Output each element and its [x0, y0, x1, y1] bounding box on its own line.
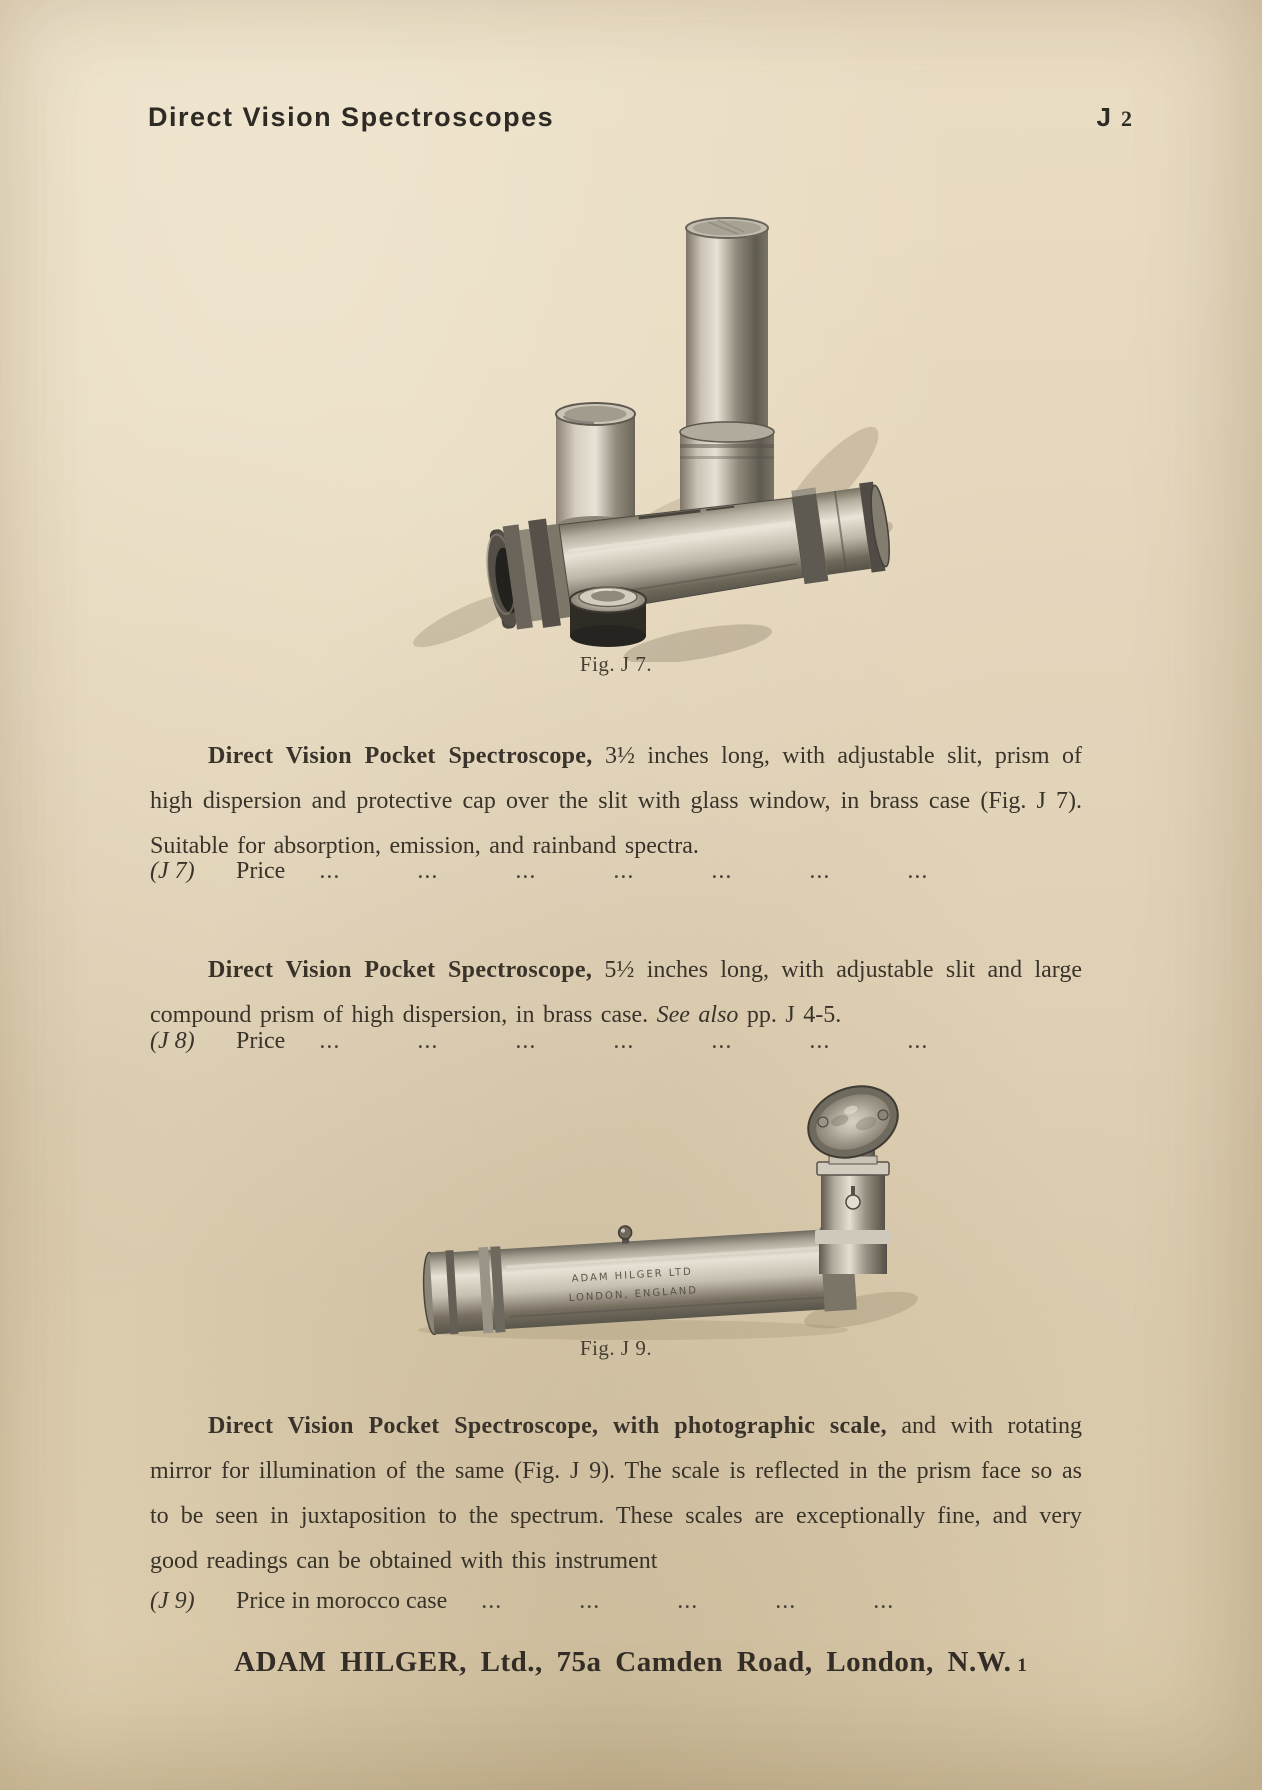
protective-slit-cap: [570, 588, 646, 648]
entry-j7-lead: Direct Vision Pocket Spectroscope,: [208, 743, 593, 769]
entry-j8-body: 5½ inches long, with adjustable slit and large compound prism of high dispersion, in brass case.: [150, 957, 1082, 1028]
page-header: [148, 102, 1132, 133]
engraving-maker-name: ADAM HILGER LTD: [571, 1266, 694, 1285]
entry-j7-price-label: Price: [236, 858, 286, 884]
entry-j7-ref: (J 7): [150, 858, 195, 884]
entry-j9-price-label: Price in morocco case: [236, 1588, 448, 1614]
entry-j7-price-line: [150, 858, 1082, 885]
fig-j7-drawing: [408, 192, 898, 662]
entry-j8-ref: (J 8): [150, 1028, 195, 1054]
entry-j9-price-dots: ... ... ... ... ...: [481, 1588, 895, 1614]
entry-j9-ref: (J 9): [150, 1588, 195, 1614]
entry-j8-price-label: Price: [236, 1028, 286, 1054]
page-number: [1097, 102, 1132, 133]
fig-j9-illustration: [383, 1082, 928, 1347]
entry-j9-lead: Direct Vision Pocket Spectroscope, with photographic scale,: [208, 1413, 887, 1439]
entry-j7-paragraph: [150, 734, 1082, 869]
entry-j7-body: 3½ inches long, with adjustable slit, prism of high dispersion and protective cap over the slit with glass window, in brass case (Fig. J 7). Suitable for absorption, emission, and rainband spectra.: [150, 743, 1082, 859]
spectroscope-tube: [421, 1212, 857, 1337]
entry-j9-price-line: [150, 1588, 1082, 1615]
see-also-reference: See also: [656, 1002, 739, 1028]
fig-j9-drawing: [383, 1082, 928, 1347]
entry-j7-price-dots: ... ... ... ... ... ... ...: [319, 858, 929, 884]
entry-j8-body-after: pp. J 4-5.: [738, 1002, 842, 1028]
page-number-digit: 2: [1121, 106, 1132, 131]
footer-address: [0, 1646, 1262, 1679]
company-address: ADAM HILGER, Ltd., 75a Camden Road, London, N.W.: [234, 1646, 1012, 1678]
brass-case-tube: [680, 218, 774, 528]
entry-j9-paragraph: [150, 1404, 1082, 1584]
page-title: Direct Vision Spectroscopes: [148, 102, 555, 132]
case-cap-tube: [556, 403, 635, 536]
fig-j7-illustration: [408, 192, 898, 662]
rotating-mirror: [798, 1082, 908, 1170]
page-number-letter: J: [1096, 102, 1111, 132]
postal-district-number: 1: [1017, 1655, 1028, 1676]
entry-j8-lead: Direct Vision Pocket Spectroscope,: [208, 957, 593, 983]
figure-caption-j9: Fig. J 9.: [579, 1336, 653, 1360]
entry-j8-paragraph: [150, 948, 1082, 1038]
figure-caption-j7: Fig. J 7.: [579, 652, 653, 676]
engraving-maker-city: LONDON, ENGLAND: [568, 1285, 699, 1305]
entry-j8-price-line: [150, 1028, 1082, 1055]
entry-j8-price-dots: ... ... ... ... ... ... ...: [319, 1028, 929, 1054]
entry-j9-body: and with rotating mirror for illumination of the same (Fig. J 9). The scale is reflected in the prism face so as to be seen in juxtaposition to the spectrum. These scales are exceptionally fine, and very good readings can be obtained with this instrument: [150, 1413, 1083, 1574]
